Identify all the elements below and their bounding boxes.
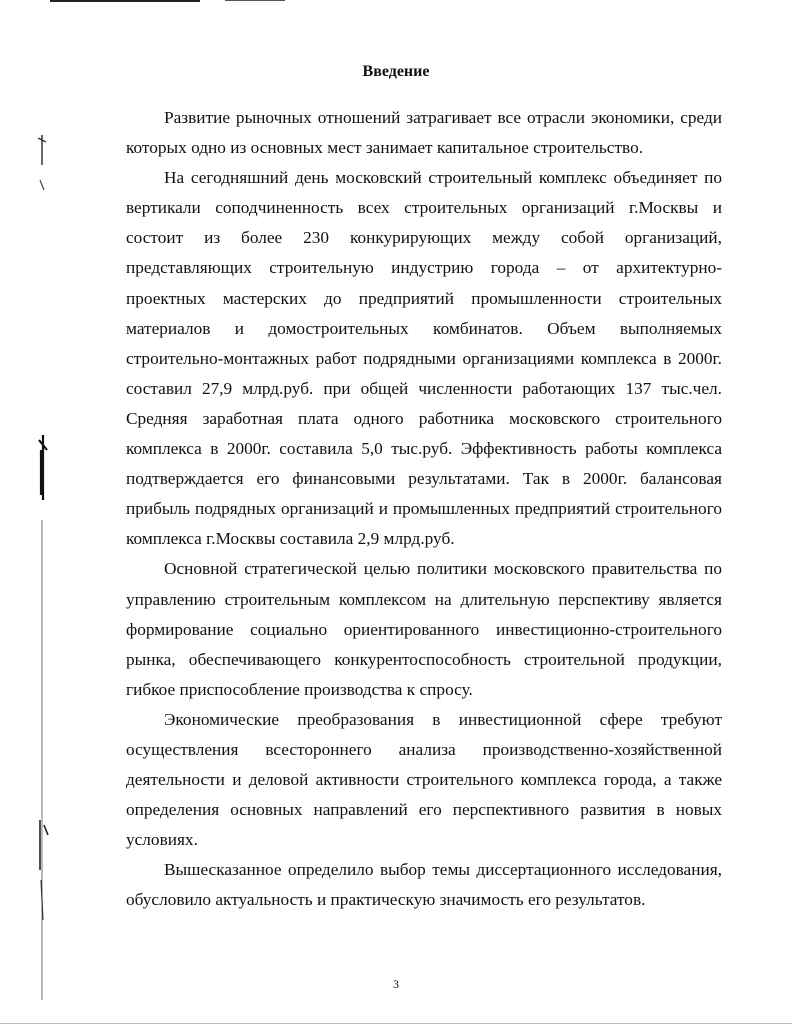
document-body (126, 103, 722, 916)
scan-artifact-top (50, 0, 200, 2)
paragraph: Экономические преобразования в инвестиционной сфере требуют осуществления всестороннего анализа производственно-хозяйственной деятельности и деловой активности строительного комплекса города, а также определения основных направлений его перспективного развития в новых условиях. (126, 709, 722, 850)
paragraph: На сегодняшний день московский строительный комплекс объединяет по вертикали соподчиненность всех строительных организаций г.Москвы и состоит из более 230 конкурирующих между собой организаций, представляющих строительную индустрию города – от архитектурно-проектных мастерских до предприятий промышленности строительных материалов и домостроительных комбинатов. Объем выполняемых строительно-монтажных работ подрядными организациями комплекса в 2000г. составил 27,9 млрд.руб. при общей численности работающих 137 тыс.чел. Средняя заработная плата одного работника московского строительного комплекса в 2000г. составила 5,0 тыс.руб. Эффективность работы комплекса подтверждается его финансовыми результатами. Так в 2000г. балансовая прибыль подрядных организаций и промышленных предприятий строительного комплекса г.Москвы составила 2,9 млрд.руб. (126, 168, 722, 549)
paragraph: Вышесказанное определило выбор темы диссертационного исследования, обусловило актуальность и практическую значимость его результатов. (126, 860, 722, 910)
binding-margin-marks (28, 120, 58, 1020)
scan-artifact-top-secondary (225, 0, 285, 1)
paragraph: Развитие рыночных отношений затрагивает все отрасли экономики, среди которых одно из основных мест занимает капитальное строительство. (126, 108, 722, 158)
page-number: 3 (393, 977, 399, 991)
document-title: Введение (362, 63, 430, 80)
paragraph: Основной стратегической целью политики московского правительства по управлению строительным комплексом на длительную перспективу является формирование социально ориентированного инвестиционно-строительного рынка, обеспечивающего конкурентоспособность строительной продукции, гибкое приспособление производства к спросу. (126, 559, 722, 699)
